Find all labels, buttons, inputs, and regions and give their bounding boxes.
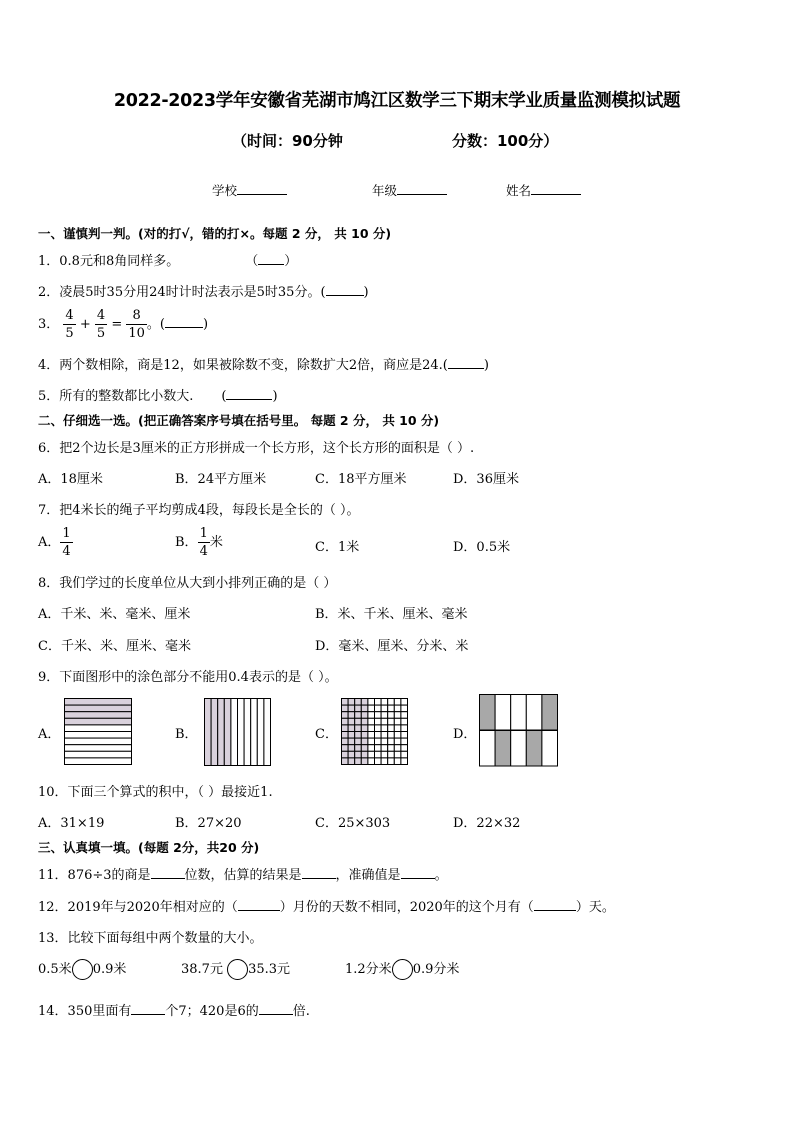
q14-part-c: 倍. xyxy=(292,1004,310,1019)
grid-cell xyxy=(348,751,355,758)
grid-cell xyxy=(381,712,388,719)
answer-blank xyxy=(302,867,336,879)
answer-blank xyxy=(151,867,185,879)
q9-option-a-label: A． xyxy=(38,727,61,742)
denominator: 10 xyxy=(128,326,145,341)
grid-cell xyxy=(342,732,349,739)
q6-option-d: D．36厘米 xyxy=(453,472,519,487)
grid-cell xyxy=(401,751,408,758)
stripe-cell xyxy=(65,758,132,765)
name-blank xyxy=(531,182,581,195)
q10-option-b: B．27×20 xyxy=(175,816,242,831)
q9-option-c-label: C． xyxy=(315,727,338,742)
question-4 xyxy=(38,354,489,373)
fraction-1-4 xyxy=(60,525,72,560)
stripe-cell xyxy=(231,699,238,766)
answer-blank xyxy=(259,1003,293,1015)
section-2-heading: 二、仔细选一选。(把正确答案序号填在括号里。 每题 2 分， 共 10 分) xyxy=(38,413,440,428)
grid-cell xyxy=(388,732,395,739)
q9-option-b-label: B． xyxy=(175,727,198,742)
grid-cell xyxy=(375,732,382,739)
option-label: A． xyxy=(38,535,61,550)
grid-cell xyxy=(401,712,408,719)
q13-pair-2 xyxy=(181,958,290,980)
grid-cell xyxy=(381,758,388,765)
grid-cell xyxy=(388,751,395,758)
stripe-cell xyxy=(244,699,251,766)
grid-cell xyxy=(401,725,408,732)
question-2-text: 2．凌晨5时35分用24时计时法表示是5时35分。( xyxy=(38,285,326,300)
grid-cell xyxy=(381,699,388,706)
fraction-4-5 xyxy=(95,307,107,342)
answer-blank xyxy=(165,316,203,328)
q6-option-a: A．18厘米 xyxy=(38,472,103,487)
stripe-cell xyxy=(257,699,264,766)
cell xyxy=(480,695,496,731)
q7-option-a xyxy=(38,525,73,560)
q8-option-c: C．千米、米、厘米、毫米 xyxy=(38,639,191,654)
grid-cell xyxy=(401,699,408,706)
stripe-cell xyxy=(238,699,245,766)
grid-cell xyxy=(342,738,349,745)
grid-cell xyxy=(394,732,401,739)
grid-cell xyxy=(355,705,362,712)
grid-cell xyxy=(394,745,401,752)
grid-cell xyxy=(375,758,382,765)
grid-cell xyxy=(361,718,368,725)
grid-cell xyxy=(355,751,362,758)
grid-cell xyxy=(348,738,355,745)
numerator: 4 xyxy=(96,308,106,323)
grid-cell xyxy=(401,745,408,752)
grid-cell xyxy=(355,718,362,725)
q14-part-a: 14．350里面有 xyxy=(38,1004,132,1019)
question-3-number: 3． xyxy=(38,317,60,332)
grade-blank xyxy=(397,182,447,195)
grid-cell xyxy=(375,699,382,706)
cell xyxy=(511,731,527,767)
grid-cell xyxy=(348,725,355,732)
grid-cell xyxy=(394,718,401,725)
grid-cell xyxy=(368,699,375,706)
question-4-text: 4．两个数相除，商是12，如果被除数不变，除数扩大2倍，商应是24.( xyxy=(38,358,448,373)
grid-cell xyxy=(361,758,368,765)
answer-blank xyxy=(448,357,484,369)
grid-cell xyxy=(381,725,388,732)
q13-pair-1 xyxy=(38,958,126,980)
unit: 米 xyxy=(209,535,223,550)
question-1-text: 1．0.8元和8角同样多。 xyxy=(38,254,180,269)
answer-blank xyxy=(326,284,364,296)
grid-cell xyxy=(348,758,355,765)
answer-blank xyxy=(258,253,284,265)
paren-close: ) xyxy=(483,358,489,373)
right-quantity: 0.9分米 xyxy=(412,962,460,977)
question-8: 8．我们学过的长度单位从大到小排列正确的是（ ） xyxy=(38,576,337,591)
section-3-heading: 三、认真填一填。(每题 2分，共20 分) xyxy=(38,840,260,855)
numerator: 1 xyxy=(62,526,71,541)
grid-cell xyxy=(355,758,362,765)
cell xyxy=(480,731,496,767)
cell xyxy=(542,695,558,731)
grid-cell xyxy=(342,745,349,752)
compare-circle xyxy=(72,959,93,980)
question-14 xyxy=(38,1000,310,1019)
grid-cell xyxy=(355,738,362,745)
grid-cell xyxy=(355,699,362,706)
cell xyxy=(526,695,542,731)
grid-cell xyxy=(394,738,401,745)
grid-cell xyxy=(381,745,388,752)
exam-time: （时间：90分钟 xyxy=(232,132,343,150)
compare-circle xyxy=(392,959,413,980)
grid-cell xyxy=(401,732,408,739)
cell xyxy=(511,695,527,731)
grid-cell xyxy=(342,718,349,725)
grade-label: 年级 xyxy=(372,183,398,198)
grid-cell xyxy=(381,751,388,758)
paren-open: 。( xyxy=(146,317,165,332)
stripe-cell xyxy=(65,738,132,745)
grid-cell xyxy=(388,758,395,765)
q7-option-d: D．0.5米 xyxy=(453,540,511,555)
answer-blank xyxy=(534,899,576,911)
grade-field xyxy=(372,181,447,199)
q6-option-c: C．18平方厘米 xyxy=(315,472,407,487)
grid-cell xyxy=(375,718,382,725)
grid-cell xyxy=(361,738,368,745)
grid-cell xyxy=(388,725,395,732)
grid-cell xyxy=(401,705,408,712)
q11-part-c: ，准确值是 xyxy=(335,868,401,883)
question-5 xyxy=(38,385,278,404)
left-quantity: 38.7元 xyxy=(181,962,223,977)
cell xyxy=(495,731,511,767)
paren-close: ） xyxy=(284,254,298,269)
left-quantity: 1.2分米 xyxy=(345,962,392,977)
grid-cell xyxy=(394,725,401,732)
grid-cell xyxy=(342,725,349,732)
stripe-cell xyxy=(218,699,225,766)
right-quantity: 0.9米 xyxy=(92,962,127,977)
grid-cell xyxy=(355,732,362,739)
exam-title: 2022-2023学年安徽省芜湖市鸠江区数学三下期末学业质量监测模拟试题 xyxy=(113,91,681,111)
figure-d-two-rows xyxy=(479,694,558,767)
q7-option-c: C．1米 xyxy=(315,540,360,555)
school-blank xyxy=(237,182,287,195)
question-3 xyxy=(38,307,208,342)
grid-cell xyxy=(394,705,401,712)
q8-option-b: B．米、千米、厘米、毫米 xyxy=(315,607,468,622)
name-field xyxy=(506,181,581,199)
question-9: 9．下面图形中的涂色部分不能用0.4表示的是（ ）。 xyxy=(38,670,338,685)
grid-cell xyxy=(388,699,395,706)
q12-part-b: ）月份的天数不相同，2020年的这个月有（ xyxy=(279,900,534,915)
stripe-cell xyxy=(65,705,132,712)
cell xyxy=(495,695,511,731)
stripe-cell xyxy=(65,745,132,752)
compare-circle xyxy=(227,959,248,980)
question-6: 6．把2个边长是3厘米的正方形拼成一个长方形，这个长方形的面积是（ ）. xyxy=(38,441,475,456)
grid-cell xyxy=(348,699,355,706)
q10-option-a: A．31×19 xyxy=(38,816,105,831)
stripe-cell xyxy=(65,751,132,758)
fraction-1-4 xyxy=(198,525,210,560)
grid-cell xyxy=(375,705,382,712)
grid-cell xyxy=(368,738,375,745)
stripe-cell xyxy=(224,699,231,766)
grid-cell xyxy=(388,745,395,752)
paren-close: ) xyxy=(363,285,369,300)
grid-cell xyxy=(342,751,349,758)
school-label: 学校 xyxy=(212,183,238,198)
grid-cell xyxy=(375,738,382,745)
stripe-cell xyxy=(65,718,132,725)
q7-option-b xyxy=(175,525,223,560)
exam-score: 分数：100分） xyxy=(452,132,559,150)
left-quantity: 0.5米 xyxy=(38,962,72,977)
grid-cell xyxy=(361,751,368,758)
q14-part-b: 个7；420是6的 xyxy=(165,1004,259,1019)
answer-blank xyxy=(401,867,435,879)
paren-close: ) xyxy=(272,389,278,404)
grid-cell xyxy=(394,751,401,758)
grid-cell xyxy=(368,751,375,758)
figure-b-vertical-stripes xyxy=(204,698,272,766)
grid-cell xyxy=(388,712,395,719)
section-1-heading: 一、谨慎判一判。(对的打√，错的打×。每题 2 分， 共 10 分) xyxy=(38,226,392,241)
grid-cell xyxy=(381,732,388,739)
paren-open: （ xyxy=(245,254,259,269)
answer-blank xyxy=(131,1003,165,1015)
q13-pair-3 xyxy=(345,958,459,980)
grid-cell xyxy=(388,738,395,745)
question-13: 13．比较下面每组中两个数量的大小。 xyxy=(38,931,263,946)
stripe-cell xyxy=(251,699,258,766)
grid-cell xyxy=(342,699,349,706)
grid-cell xyxy=(368,745,375,752)
grid-cell xyxy=(368,705,375,712)
numerator: 8 xyxy=(126,307,147,325)
denominator: 5 xyxy=(96,326,106,341)
grid-cell xyxy=(375,712,382,719)
stripe-cell xyxy=(65,732,132,739)
grid-cell xyxy=(348,705,355,712)
grid-cell xyxy=(361,732,368,739)
grid-cell xyxy=(381,705,388,712)
question-12 xyxy=(38,896,615,915)
grid-cell xyxy=(368,725,375,732)
answer-blank xyxy=(238,899,280,911)
grid-cell xyxy=(401,718,408,725)
grid-cell xyxy=(368,732,375,739)
denominator: 5 xyxy=(65,326,74,341)
question-2 xyxy=(38,281,369,300)
grid-cell xyxy=(375,725,382,732)
grid-cell xyxy=(375,751,382,758)
grid-cell xyxy=(388,705,395,712)
figure-c-grid xyxy=(341,698,409,766)
q8-option-a: A．千米、米、毫米、厘米 xyxy=(38,607,191,622)
stripe-cell xyxy=(264,699,271,766)
figure-a-horizontal-stripes xyxy=(64,698,132,766)
grid-cell xyxy=(368,712,375,719)
numerator: 1 xyxy=(199,526,208,541)
q10-option-d: D．22×32 xyxy=(453,816,521,831)
grid-cell xyxy=(381,738,388,745)
school-field xyxy=(212,181,287,199)
q8-option-d: D．毫米、厘米、分米、米 xyxy=(315,639,469,654)
q11-part-a: 11．876÷3的商是 xyxy=(38,868,151,883)
q11-part-d: 。 xyxy=(434,868,448,883)
fraction-4-5 xyxy=(63,307,75,342)
grid-cell xyxy=(394,699,401,706)
grid-cell xyxy=(381,718,388,725)
grid-cell xyxy=(348,745,355,752)
question-1 xyxy=(38,250,297,269)
grid-cell xyxy=(388,718,395,725)
grid-cell xyxy=(342,712,349,719)
grid-cell xyxy=(342,758,349,765)
q6-option-b: B．24平方厘米 xyxy=(175,472,267,487)
numerator: 4 xyxy=(65,308,74,323)
q12-part-c: ）天。 xyxy=(575,900,615,915)
grid-cell xyxy=(348,732,355,739)
grid-cell xyxy=(361,699,368,706)
denominator: 4 xyxy=(62,544,71,559)
grid-cell xyxy=(368,718,375,725)
grid-cell xyxy=(342,705,349,712)
grid-cell xyxy=(401,758,408,765)
paren-close: ) xyxy=(202,317,209,332)
grid-cell xyxy=(361,705,368,712)
grid-cell xyxy=(348,712,355,719)
cell xyxy=(526,731,542,767)
grid-cell xyxy=(361,712,368,719)
question-10: 10．下面三个算式的积中，（ ）最接近1. xyxy=(38,785,273,800)
grid-cell xyxy=(375,745,382,752)
grid-cell xyxy=(401,738,408,745)
stripe-cell xyxy=(65,725,132,732)
cell xyxy=(542,731,558,767)
paren-open: ( xyxy=(221,389,227,404)
stripe-cell xyxy=(65,712,132,719)
grid-cell xyxy=(394,758,401,765)
denominator: 4 xyxy=(199,544,208,559)
grid-cell xyxy=(355,725,362,732)
grid-cell xyxy=(355,745,362,752)
fraction-8-10 xyxy=(126,307,147,342)
grid-cell xyxy=(394,712,401,719)
plus-sign: + xyxy=(79,317,91,332)
question-11 xyxy=(38,864,448,883)
option-label: B． xyxy=(175,535,198,550)
name-label: 姓名 xyxy=(506,183,532,198)
grid-cell xyxy=(368,758,375,765)
stripe-cell xyxy=(205,699,212,766)
q12-part-a: 12．2019年与2020年相对应的（ xyxy=(38,900,238,915)
stripe-cell xyxy=(211,699,218,766)
grid-cell xyxy=(361,725,368,732)
equals-sign: = xyxy=(111,317,123,332)
q11-part-b: 位数，估算的结果是 xyxy=(184,868,302,883)
question-7: 7．把4米长的绳子平均剪成4段，每段长是全长的（ ）。 xyxy=(38,503,360,518)
q9-option-d-label: D． xyxy=(453,727,477,742)
grid-cell xyxy=(361,745,368,752)
q10-option-c: C．25×303 xyxy=(315,816,391,831)
grid-cell xyxy=(355,712,362,719)
right-quantity: 35.3元 xyxy=(248,962,291,977)
question-5-text: 5．所有的整数都比小数大. xyxy=(38,389,194,404)
grid-cell xyxy=(348,718,355,725)
stripe-cell xyxy=(65,699,132,706)
answer-blank xyxy=(226,388,272,400)
